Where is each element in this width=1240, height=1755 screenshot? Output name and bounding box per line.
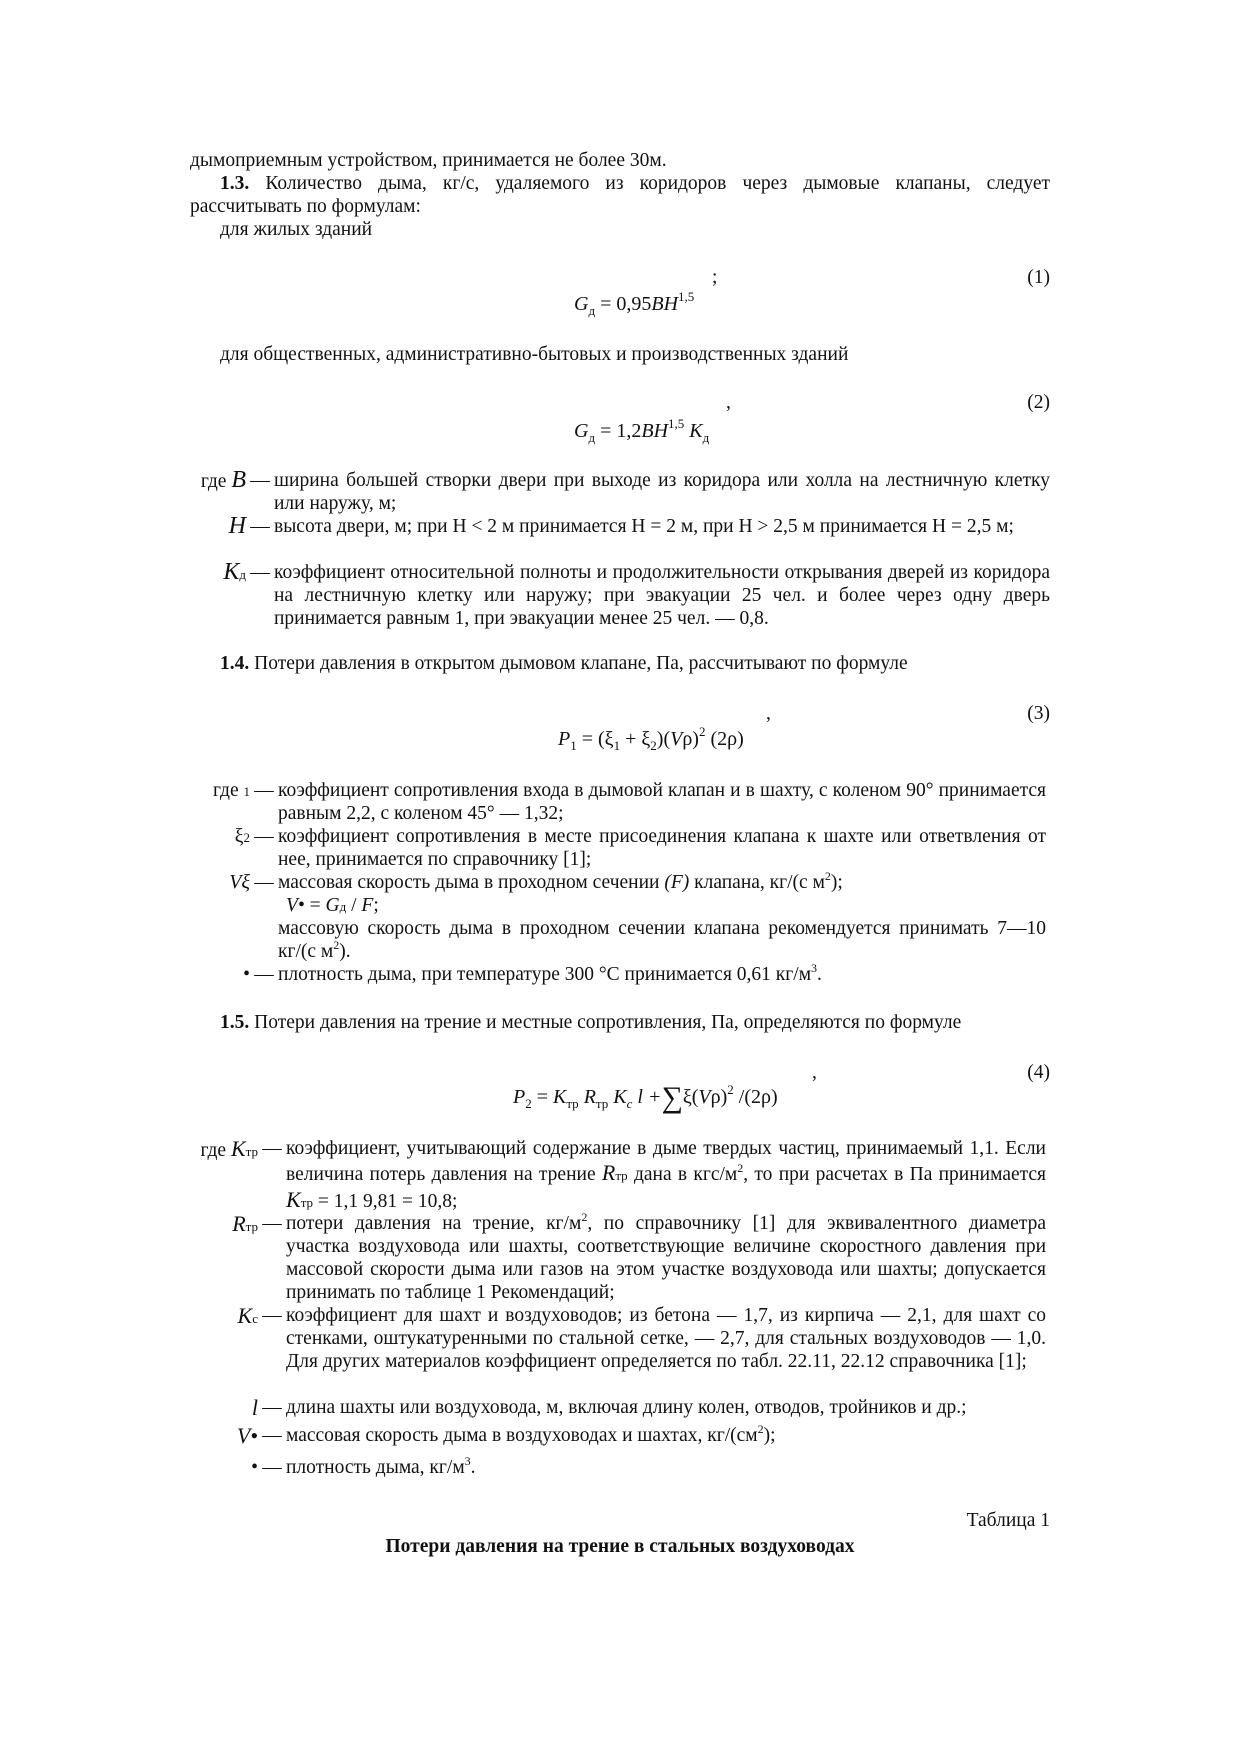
section-1-3	[190, 172, 1050, 218]
def-kc: Kс — коэффициент для шахт и воздуховодов; из бетона — 1,7, из кирпича — 2,1, для шахт со стенками, оштукатуренными по стальной сетке, — 2,7, для стальных воздуховодов — 1,0. Для других материалов коэффициент определяется по табл. 22.11, 22.12 справочника [1];	[237, 1303, 1046, 1372]
formula-3-punct: ,	[766, 703, 771, 724]
def-K: Kд — коэффициент относительной полноты и продолжительности открывания дверей из коридора на лестничную клетку или наружу; при эвакуации 25 чел. и более через одну дверь принимается равным 1, при эвакуации менее 25 чел. — 0,8.	[223, 559, 1050, 629]
def-l: l — длина шахты или воздуховода, м, включая длину колен, отводов, тройников и др.;	[251, 1395, 967, 1420]
def-v2: V• — массовая скорость дыма в воздуховодах и шахтах, $кг/(см^2)$;	[236, 1422, 776, 1448]
formula-4: $P_2 = K_{тр}$ $R_{тр}$ $K_c$ $l +\sum\xi(V\rho)^2$ /(2ρ)	[513, 1081, 778, 1114]
section-number: 1.3.	[220, 173, 250, 194]
table-title: Потери давления на трение в стальных воздуховодах	[385, 1536, 855, 1557]
def-H: H — высота двери, м; при H < 2 м принимается H = 2 м, при H > 2,5 м принимается H = 2,5 м;	[228, 513, 1014, 539]
formula-4-punct: ,	[812, 1062, 817, 1083]
def-B: где B — ширина большей створки двери при выходе из коридора или холла на лестничную клетку или наружу, м;	[200, 467, 1050, 514]
def-rho: • — плотность дыма, при температуре 300 °С принимается 0,61 $кг/м^3$.	[243, 961, 822, 985]
residential-label: для жилых зданий	[220, 219, 373, 240]
v-note: массовую скорость дыма в проходном сечении клапана рекомендуется принимать 7—10 кг/(с $м^2$).	[278, 918, 1046, 962]
v-formula: V• = Gд / F;	[286, 895, 379, 916]
formula-2-number: (2)	[1027, 392, 1050, 413]
def-xi2: ξ2 — коэффициент сопротивления в месте присоединения клапана к шахте или ответвления от нее, принимается по справочнику [1];	[234, 826, 1046, 870]
section-1-5: 1.5. Потери давления на трение и местные сопротивления, Па, определяются по формуле	[220, 1012, 962, 1033]
formula-3-number: (3)	[1027, 703, 1050, 724]
formula-2: $G_д = 1,2BH^{1,5}$ $K_д$	[574, 416, 710, 445]
def-ktr: где Kтр — коэффициент, учитывающий содержание в дыме твердых частиц, принимаемый 1,1. Если величина потерь давления на трение Rтр дана в кгс/$м^2$, то при расчетах в Па принимается Kтр = 1,1 9,81 = 10,8;	[200, 1136, 1047, 1212]
formula-4-number: (4)	[1027, 1062, 1050, 1083]
intro-line: дымоприемным устройством, принимается не более 30м.	[190, 150, 667, 171]
formula-1-punct: ;	[712, 267, 718, 288]
def-rtr: Rтр — потери давления на трение, $кг/м^2$, по справочнику [1] для эквивалентного диаметра участка воздуховода или шахты, соответствующие величине скоростного давления при массовой скорости дыма или газов на этом участке воздуховода или шахты; допускается принимать по таблице 1 Рекомендаций;	[232, 1210, 1046, 1303]
formula-2-punct: ,	[726, 392, 731, 413]
def-v: Vξ — массовая скорость дыма в проходном сечении (F) клапана, кг/(с $м^2$);	[229, 869, 843, 893]
table-label: Таблица 1	[966, 1510, 1050, 1531]
formula-1-number: (1)	[1027, 267, 1050, 288]
section-text: Количество дыма, кг/с, удаляемого из коридоров через дымовые клапаны, следует рассчитывать по формулам:	[190, 173, 1051, 217]
formula-1: $G_д = 0,95BH^{1,5}$	[574, 289, 695, 318]
public-label: для общественных, административно-бытовых и производственных зданий	[220, 344, 849, 365]
def-rho2: • — плотность дыма, $кг/м^3$.	[251, 1454, 476, 1478]
def-xi1: где 1 — коэффициент сопротивления входа в дымовой клапан и в шахту, с коленом 90° принимается равным 2,2, с коленом 45° — 1,32;	[213, 780, 1046, 824]
formula-3: $P_1 = (\xi_1 + \xi_2)(V\rho)^2$ (2ρ)	[558, 724, 744, 753]
section-1-4: 1.4. Потери давления в открытом дымовом клапане, Па, рассчитывают по формуле	[220, 653, 908, 674]
